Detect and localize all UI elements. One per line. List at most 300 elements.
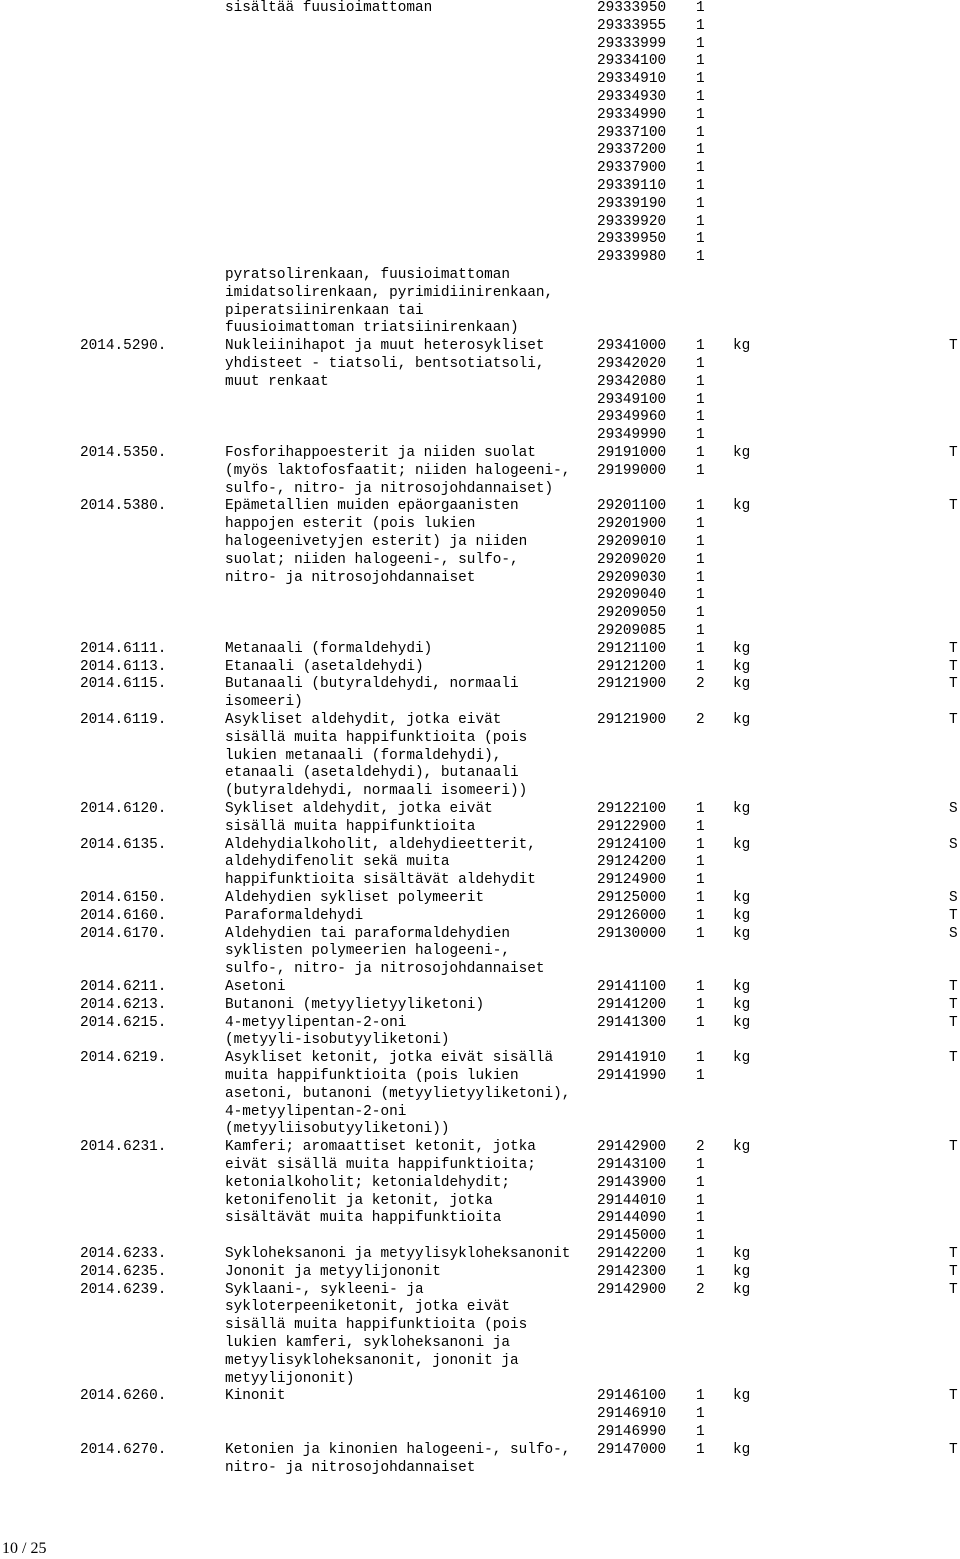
unit: kg xyxy=(733,1263,751,1280)
unit: kg xyxy=(733,1246,751,1262)
flag: T xyxy=(949,658,958,675)
description: Jononit ja metyylijononit xyxy=(225,1263,441,1280)
table-row xyxy=(0,0,960,18)
quantity: 1 xyxy=(696,195,705,212)
table-row xyxy=(0,694,960,712)
item-code: 2014.5380. xyxy=(80,498,167,515)
table-row xyxy=(0,463,960,481)
quantity: 1 xyxy=(696,1192,705,1209)
quantity: 1 xyxy=(696,338,705,355)
item-code: 2014.6213. xyxy=(80,996,167,1013)
description: Aldehydien tai paraformaldehydien xyxy=(225,925,510,942)
unit: kg xyxy=(733,996,751,1013)
description: Paraformaldehydi xyxy=(225,907,364,924)
item-code: 2014.6111. xyxy=(80,640,167,657)
quantity: 1 xyxy=(696,1263,705,1280)
description: (butyraldehydi, normaali isomeeri)) xyxy=(225,783,528,800)
cn-code: 29142900 xyxy=(597,1281,667,1298)
description: Asetoni xyxy=(225,979,286,995)
quantity: 1 xyxy=(696,1441,705,1458)
description: nitro- ja nitrosojohdannaiset xyxy=(225,1459,476,1476)
table-row xyxy=(0,142,960,160)
table-row xyxy=(0,481,960,499)
table-row xyxy=(0,1317,960,1335)
unit: kg xyxy=(733,658,751,675)
item-code: 2014.6233. xyxy=(80,1246,167,1262)
quantity: 1 xyxy=(696,818,705,835)
table-row xyxy=(0,356,960,374)
quantity: 1 xyxy=(696,1210,705,1227)
quantity: 2 xyxy=(696,1281,705,1298)
quantity: 1 xyxy=(696,35,705,52)
cn-code: 29209020 xyxy=(597,551,667,568)
cn-code: 29125000 xyxy=(597,890,667,906)
table-row xyxy=(0,943,960,961)
flag: T xyxy=(949,1014,958,1031)
quantity: 1 xyxy=(696,1406,705,1423)
unit: kg xyxy=(733,498,751,515)
table-row xyxy=(0,908,960,926)
table-row xyxy=(0,534,960,552)
table-row xyxy=(0,961,960,979)
cn-code: 29209040 xyxy=(597,587,667,604)
item-code: 2014.6260. xyxy=(80,1388,167,1405)
table-row xyxy=(0,1246,960,1264)
quantity: 1 xyxy=(696,1174,705,1191)
flag: T xyxy=(949,338,958,355)
table-row xyxy=(0,178,960,196)
cn-code: 29209085 xyxy=(597,623,667,639)
quantity: 1 xyxy=(696,836,705,853)
cn-code: 29349100 xyxy=(597,391,667,408)
cn-code: 29339920 xyxy=(597,213,667,230)
cn-code: 29124900 xyxy=(597,872,667,889)
flag: T xyxy=(949,676,958,693)
quantity: 1 xyxy=(696,231,705,248)
item-code: 2014.6215. xyxy=(80,1014,167,1031)
quantity: 1 xyxy=(696,213,705,230)
unit: kg xyxy=(733,712,751,728)
table-row xyxy=(0,1139,960,1157)
description: lukien metanaali (formaldehydi), xyxy=(225,747,502,764)
unit: kg xyxy=(733,907,751,924)
description: sisältää fuusioimattoman xyxy=(225,0,433,16)
table-row xyxy=(0,1157,960,1175)
flag: T xyxy=(949,907,958,924)
cn-code: 29209050 xyxy=(597,605,667,622)
cn-code: 29333999 xyxy=(597,35,667,52)
cn-code: 29339190 xyxy=(597,195,667,212)
table-row xyxy=(0,765,960,783)
item-code: 2014.6231. xyxy=(80,1139,167,1156)
table-row xyxy=(0,623,960,641)
description: metyylijononit) xyxy=(225,1370,355,1387)
unit: kg xyxy=(733,445,751,461)
quantity: 1 xyxy=(696,249,705,266)
quantity: 1 xyxy=(696,640,705,657)
quantity: 1 xyxy=(696,0,705,16)
item-code: 2014.6150. xyxy=(80,890,167,906)
description: aldehydifenolit sekä muita xyxy=(225,854,450,871)
cn-code: 29333955 xyxy=(597,17,667,34)
cn-code: 29141200 xyxy=(597,996,667,1013)
quantity: 1 xyxy=(696,907,705,924)
flag: S xyxy=(949,836,958,853)
quantity: 1 xyxy=(696,71,705,88)
cn-code: 29349960 xyxy=(597,409,667,426)
unit: kg xyxy=(733,1281,751,1298)
description: Aldehydien sykliset polymeerit xyxy=(225,890,485,906)
quantity: 1 xyxy=(696,53,705,70)
description: sisällä muita happifunktioita (pois xyxy=(225,729,528,746)
flag: T xyxy=(949,1139,958,1156)
flag: T xyxy=(949,979,958,995)
table-row xyxy=(0,427,960,445)
quantity: 1 xyxy=(696,854,705,871)
item-code: 2014.6235. xyxy=(80,1263,167,1280)
table-row xyxy=(0,125,960,143)
description: Sykliset aldehydit, jotka eivät xyxy=(225,801,493,817)
table-row xyxy=(0,890,960,908)
table-row xyxy=(0,1068,960,1086)
quantity: 1 xyxy=(696,1050,705,1067)
cn-code: 29142300 xyxy=(597,1263,667,1280)
cn-code: 29146100 xyxy=(597,1388,667,1405)
unit: kg xyxy=(733,801,751,817)
item-code: 2014.6115. xyxy=(80,676,167,693)
item-code: 2014.6239. xyxy=(80,1281,167,1298)
description: happojen esterit (pois lukien xyxy=(225,516,476,533)
flag: T xyxy=(949,1050,958,1067)
table-row xyxy=(0,1086,960,1104)
flag: T xyxy=(949,640,958,657)
table-row xyxy=(0,641,960,659)
unit: kg xyxy=(733,338,751,355)
flag: S xyxy=(949,890,958,906)
quantity: 1 xyxy=(696,373,705,390)
cn-code: 29145000 xyxy=(597,1228,667,1245)
cn-code: 29339980 xyxy=(597,249,667,266)
cn-code: 29199000 xyxy=(597,462,667,479)
description: (metyyliisobutyyliketoni)) xyxy=(225,1121,450,1138)
description: sulfo-, nitro- ja nitrosojohdannaiset) xyxy=(225,480,554,497)
quantity: 1 xyxy=(696,462,705,479)
quantity: 1 xyxy=(696,605,705,622)
description: sisältävät muita happifunktioita xyxy=(225,1210,502,1227)
quantity: 1 xyxy=(696,124,705,141)
description: Ketonien ja kinonien halogeeni-, sulfo-, xyxy=(225,1441,571,1458)
item-code: 2014.6270. xyxy=(80,1441,167,1458)
cn-code: 29144090 xyxy=(597,1210,667,1227)
quantity: 1 xyxy=(696,1424,705,1440)
description: sykloterpeeniketonit, jotka eivät xyxy=(225,1299,510,1316)
table-row xyxy=(0,89,960,107)
table-row xyxy=(0,1388,960,1406)
cn-code: 29342080 xyxy=(597,373,667,390)
quantity: 1 xyxy=(696,1228,705,1245)
table-row xyxy=(0,18,960,36)
description: syklisten polymeerien halogeeni-, xyxy=(225,943,510,960)
flag: T xyxy=(949,1246,958,1262)
quantity: 2 xyxy=(696,676,705,693)
table-row xyxy=(0,819,960,837)
quantity: 1 xyxy=(696,569,705,586)
quantity: 1 xyxy=(696,872,705,889)
table-row xyxy=(0,1193,960,1211)
description: metyylisykloheksanonit, jononit ja xyxy=(225,1352,519,1369)
table-row xyxy=(0,267,960,285)
quantity: 1 xyxy=(696,890,705,906)
description: (myös laktofosfaatit; niiden halogeeni-, xyxy=(225,462,571,479)
description: happifunktioita sisältävät aldehydit xyxy=(225,872,536,889)
description: 4-metyylipentan-2-oni xyxy=(225,1103,407,1120)
description: sisällä muita happifunktioita (pois xyxy=(225,1317,528,1334)
page-number: 10 / 25 xyxy=(2,1540,47,1557)
table-row xyxy=(0,1371,960,1389)
table-row xyxy=(0,1175,960,1193)
flag: T xyxy=(949,1388,958,1405)
quantity: 1 xyxy=(696,427,705,444)
table-row xyxy=(0,872,960,890)
quantity: 1 xyxy=(696,178,705,194)
table-row xyxy=(0,445,960,463)
quantity: 1 xyxy=(696,498,705,515)
table-row xyxy=(0,285,960,303)
cn-code: 29121900 xyxy=(597,712,667,728)
cn-code: 29209010 xyxy=(597,534,667,550)
quantity: 2 xyxy=(696,712,705,728)
flag: T xyxy=(949,498,958,515)
cn-code: 29341000 xyxy=(597,338,667,355)
quantity: 1 xyxy=(696,391,705,408)
table-row xyxy=(0,979,960,997)
table-row xyxy=(0,320,960,338)
description: 4-metyylipentan-2-oni xyxy=(225,1014,407,1031)
table-row xyxy=(0,748,960,766)
item-code: 2014.5290. xyxy=(80,338,167,355)
flag: T xyxy=(949,1441,958,1458)
cn-code: 29334910 xyxy=(597,71,667,88)
cn-code: 29143900 xyxy=(597,1174,667,1191)
table-row xyxy=(0,926,960,944)
item-code: 2014.5350. xyxy=(80,445,167,461)
description: (metyyli-isobutyyliketoni) xyxy=(225,1032,450,1049)
quantity: 1 xyxy=(696,160,705,177)
flag: T xyxy=(949,712,958,728)
cn-code: 29141100 xyxy=(597,979,667,995)
description: ketonifenolit ja ketonit, jotka xyxy=(225,1192,493,1209)
unit: kg xyxy=(733,979,751,995)
cn-code: 29209030 xyxy=(597,569,667,586)
cn-code: 29143100 xyxy=(597,1157,667,1173)
quantity: 1 xyxy=(696,409,705,426)
table-row xyxy=(0,1104,960,1122)
table-row xyxy=(0,1032,960,1050)
table-row xyxy=(0,1228,960,1246)
cn-code: 29337900 xyxy=(597,160,667,177)
unit: kg xyxy=(733,836,751,853)
quantity: 1 xyxy=(696,623,705,639)
description: ketonialkoholit; ketonialdehydit; xyxy=(225,1174,510,1191)
description: Aldehydialkoholit, aldehydieetterit, xyxy=(225,836,536,853)
cn-code: 29130000 xyxy=(597,925,667,942)
table-row xyxy=(0,1406,960,1424)
cn-code: 29147000 xyxy=(597,1441,667,1458)
table-row xyxy=(0,1442,960,1460)
flag: T xyxy=(949,445,958,461)
table-row xyxy=(0,1424,960,1442)
table-row xyxy=(0,498,960,516)
table-row xyxy=(0,1264,960,1282)
quantity: 1 xyxy=(696,551,705,568)
cn-code: 29121200 xyxy=(597,658,667,675)
quantity: 1 xyxy=(696,17,705,34)
cn-code: 29144010 xyxy=(597,1192,667,1209)
description: Kamferi; aromaattiset ketonit, jotka xyxy=(225,1139,536,1156)
quantity: 1 xyxy=(696,534,705,550)
quantity: 1 xyxy=(696,1157,705,1173)
quantity: 1 xyxy=(696,801,705,817)
description: halogeenivetyjen esterit) ja niiden xyxy=(225,534,528,550)
table-row xyxy=(0,1282,960,1300)
description: lukien kamferi, sykloheksanoni ja xyxy=(225,1335,510,1351)
cn-code: 29339950 xyxy=(597,231,667,248)
table-row xyxy=(0,837,960,855)
description: Asykliset aldehydit, jotka eivät xyxy=(225,712,502,728)
cn-code: 29337200 xyxy=(597,142,667,159)
description: Metanaali (formaldehydi) xyxy=(225,640,433,657)
cn-code: 29142900 xyxy=(597,1139,667,1156)
item-code: 2014.6120. xyxy=(80,801,167,817)
table-row xyxy=(0,1210,960,1228)
table-row xyxy=(0,605,960,623)
table-row xyxy=(0,303,960,321)
cn-code: 29121100 xyxy=(597,640,667,657)
cn-code: 29334100 xyxy=(597,53,667,70)
cn-code: 29201900 xyxy=(597,516,667,533)
flag: T xyxy=(949,996,958,1013)
table-row xyxy=(0,214,960,232)
description: piperatsiinirenkaan tai xyxy=(225,302,424,319)
unit: kg xyxy=(733,640,751,657)
description: etanaali (asetaldehydi), butanaali xyxy=(225,765,519,782)
description: yhdisteet - tiatsoli, bentsotiatsoli, xyxy=(225,356,545,372)
description: muita happifunktioita (pois lukien xyxy=(225,1068,519,1084)
cn-code: 29126000 xyxy=(597,907,667,924)
unit: kg xyxy=(733,890,751,906)
description: Asykliset ketonit, jotka eivät sisällä xyxy=(225,1050,554,1067)
quantity: 1 xyxy=(696,925,705,942)
table-row xyxy=(0,196,960,214)
table-row xyxy=(0,552,960,570)
item-code: 2014.6160. xyxy=(80,907,167,924)
cn-code: 29121900 xyxy=(597,676,667,693)
quantity: 1 xyxy=(696,106,705,123)
quantity: 1 xyxy=(696,142,705,159)
table-row xyxy=(0,997,960,1015)
flag: S xyxy=(949,801,958,817)
table-row xyxy=(0,730,960,748)
cn-code: 29191000 xyxy=(597,445,667,461)
unit: kg xyxy=(733,1441,751,1458)
quantity: 1 xyxy=(696,587,705,604)
table-row xyxy=(0,1353,960,1371)
table-row xyxy=(0,36,960,54)
flag: T xyxy=(949,1281,958,1298)
description: isomeeri) xyxy=(225,694,303,711)
item-code: 2014.6113. xyxy=(80,658,167,675)
table-row xyxy=(0,71,960,89)
description: sisällä muita happifunktioita xyxy=(225,818,476,835)
quantity: 1 xyxy=(696,1246,705,1262)
description: muut renkaat xyxy=(225,373,329,390)
table-row xyxy=(0,231,960,249)
table-row xyxy=(0,160,960,178)
description: Epämetallien muiden epäorgaanisten xyxy=(225,498,519,515)
description: Butanaali (butyraldehydi, normaali xyxy=(225,676,519,693)
description: Sykloheksanoni ja metyylisykloheksanonit xyxy=(225,1246,571,1262)
table-row xyxy=(0,676,960,694)
cn-code: 29146910 xyxy=(597,1406,667,1423)
table-row xyxy=(0,1460,960,1478)
table-row xyxy=(0,1050,960,1068)
quantity: 1 xyxy=(696,89,705,105)
table-row xyxy=(0,516,960,534)
flag: T xyxy=(949,1263,958,1280)
quantity: 1 xyxy=(696,1068,705,1084)
cn-code: 29342020 xyxy=(597,356,667,372)
description: Kinonit xyxy=(225,1388,286,1405)
cn-code: 29141300 xyxy=(597,1014,667,1031)
cn-code: 29334930 xyxy=(597,89,667,105)
item-code: 2014.6135. xyxy=(80,836,167,853)
description: Nukleiinihapot ja muut heterosykliset xyxy=(225,338,545,355)
table-row xyxy=(0,374,960,392)
quantity: 1 xyxy=(696,1014,705,1031)
description: nitro- ja nitrosojohdannaiset xyxy=(225,569,476,586)
table-row xyxy=(0,587,960,605)
item-code: 2014.6170. xyxy=(80,925,167,942)
description: Syklaani-, sykleeni- ja xyxy=(225,1281,424,1298)
description: Butanoni (metyylietyyliketoni) xyxy=(225,996,485,1013)
cn-code: 29122900 xyxy=(597,818,667,835)
table-row xyxy=(0,53,960,71)
quantity: 1 xyxy=(696,1388,705,1405)
unit: kg xyxy=(733,676,751,693)
cn-code: 29337100 xyxy=(597,124,667,141)
unit: kg xyxy=(733,1014,751,1031)
unit: kg xyxy=(733,925,751,942)
table-row xyxy=(0,338,960,356)
cn-code: 29334990 xyxy=(597,106,667,123)
description: sulfo-, nitro- ja nitrosojohdannaiset xyxy=(225,961,545,978)
cn-code: 29142200 xyxy=(597,1246,667,1262)
table-row xyxy=(0,107,960,125)
table-row xyxy=(0,392,960,410)
description: fuusioimattoman triatsiinirenkaan) xyxy=(225,320,519,337)
description: asetoni, butanoni (metyylietyyliketoni), xyxy=(225,1085,571,1102)
quantity: 1 xyxy=(696,356,705,372)
table-row xyxy=(0,1335,960,1353)
cn-code: 29349990 xyxy=(597,427,667,444)
cn-code: 29201100 xyxy=(597,498,667,515)
table-row xyxy=(0,854,960,872)
quantity: 1 xyxy=(696,979,705,995)
quantity: 1 xyxy=(696,658,705,675)
description: eivät sisällä muita happifunktioita; xyxy=(225,1157,536,1173)
item-code: 2014.6119. xyxy=(80,712,167,728)
table-row xyxy=(0,409,960,427)
